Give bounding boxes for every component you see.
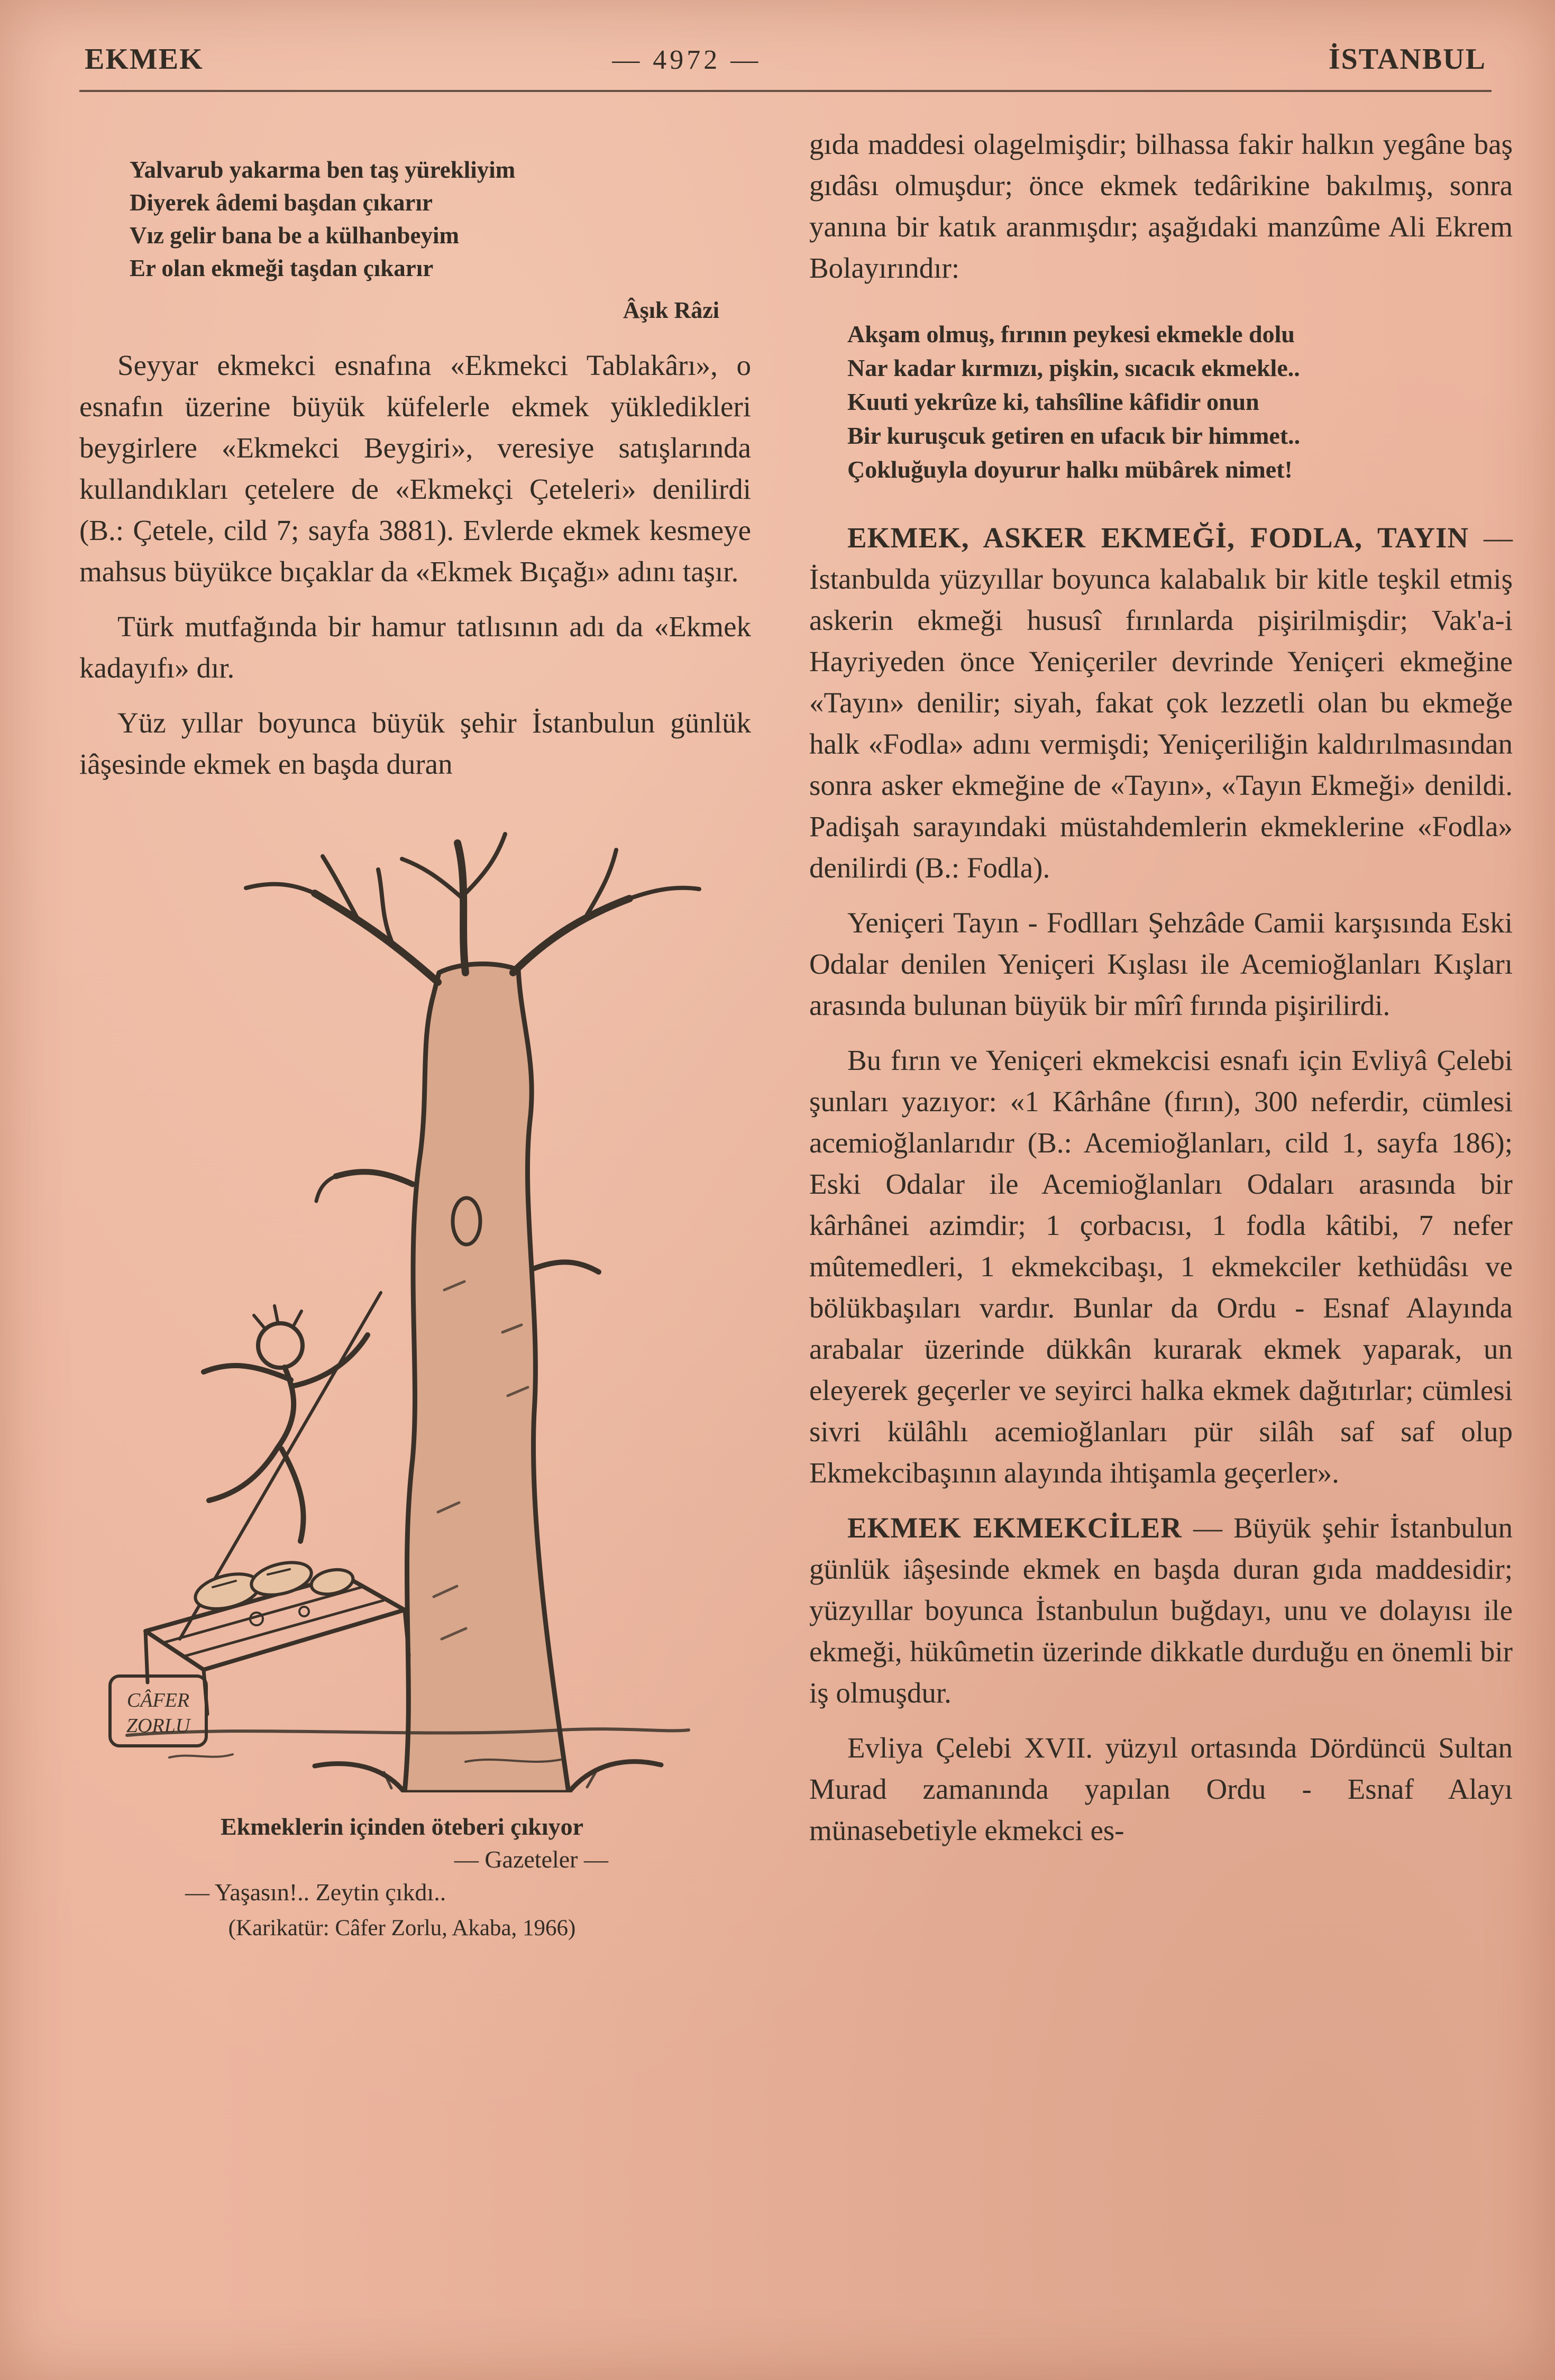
left-column xyxy=(79,124,751,1945)
header-volume-title: İSTANBUL xyxy=(1328,43,1486,76)
tree-trunk xyxy=(315,964,661,1792)
caption-credit: (Karikatür: Câfer Zorlu, Akaba, 1966) xyxy=(228,1916,576,1940)
paragraph: Seyyar ekmekci esnafına «Ekmekci Tablakârı», o esnafın üzerine büyük küfelerle ekmek yükledikleri beygirlere «Ekmekci Beygiri», veresiye satışlarında kullandıkları çetelere de «Ekmekçi Çeteleri» denilirdi (B.: Çetele, cild 7; sayfa 3881). Evlerde ekmek kesmeye mahsus büyükce bıçaklar da «Ekmek Bıçağı» adını taşır. xyxy=(79,349,751,588)
entry-heading: EKMEK EKMEKCİLER xyxy=(847,1512,1182,1544)
caption-line: — Gazeteler — xyxy=(454,1846,608,1873)
artist-signature xyxy=(110,1676,206,1746)
paragraph: Evliya Çelebi XVII. yüzyıl ortasında Dördüncü Sultan Murad zamanında yapılan Ordu - Esnaf Alayı münasebetiyle ekmekci es- xyxy=(809,1732,1513,1846)
paragraph: Yüz yıllar boyunca büyük şehir İstanbulun günlük iâşesinde ekmek en başda duran xyxy=(79,707,751,780)
caption-title: Ekmeklerin içinden öteberi çıkıyor xyxy=(220,1813,584,1840)
two-column-body xyxy=(79,124,1513,1945)
poem-ali-ekrem xyxy=(847,317,1513,487)
poem-line: Yalvarub yakarma ben taş yürekliyim xyxy=(130,157,516,183)
right-column xyxy=(809,124,1513,1945)
entry-text: — Büyük şehir İstanbulun günlük iâşesinde ekmek en başda duran gıda maddesidir; yüzyıllar boyunca İstanbulun buğdayı, unu ve dolayısı ile ekmeği, hükûmetin üzerinde dikkatle durduğu en önemli bir iş olmuşdur. xyxy=(809,1512,1513,1709)
header-entry-title: EKMEK xyxy=(85,43,204,76)
header-page-number: — 4972 — xyxy=(612,45,762,75)
entry-text: — İstanbulda yüzyıllar boyunca kalabalık bir kitle teşkil etmiş askerin ekmeği hususî fırınlarda pişirilmişdir; Vak'a-i Hayriyeden önce Yeniçeriler devrinde Yeniçeri ekmeğine «Tayın» denilir; siyah, fakat çok lezzetli olan bu ekmeğe halk «Fodla» adını vermişdi; Yeniçeriliğin kaldırılmasından sonra asker ekmeğine de «Tayın», «Tayın Ekmeği» denildi. Padişah sarayındaki müstahdemlerin ekmeklerine «Fodla» denilirdi (B.: Fodla). xyxy=(809,521,1513,884)
figure-caption xyxy=(95,1810,709,1945)
poem-line: Vız gelir bana be a külhanbeyim xyxy=(130,222,460,249)
poem-line: Akşam olmuş, fırının peykesi ekmekle dolu xyxy=(847,321,1295,347)
poem-line: Bir kuruşcuk getiren en ufacık bir himmet.. xyxy=(847,422,1301,449)
paragraph: Bu fırın ve Yeniçeri ekmekcisi esnafı için Evliyâ Çelebi şunları yazıyor: «1 Kârhâne (fırın), 300 neferdir, cümlesi acemioğlanlarıdır (B.: Acemioğlanları, cild 1, sayfa 186); Eski Odalar ile Acemioğlanları Odaları arasında bir kârhânei azimdir; 1 çorbacısı, 1 fodla kâtibi, 7 nefer mûtemedleri, 1 ekmekcibaşı, 1 ekmekciler kethüdâsı ve bölükbaşıları vardır. Bunlar da Ordu - Esnaf Alayında arabalar üzerinde dükkân kurarak ekmek yaparak, un eleyerek geçerler ve seyirci halka ekmek dağıtırlar; cümlesi sivri külâhlı acemioğlanları pür silâh saf saf olup Ekmekcibaşının alayında ihtişamla geçerler». xyxy=(809,1044,1513,1489)
poem-line: Kuuti yekrûze ki, tahsîline kâfidir onun xyxy=(847,388,1259,415)
signature-line-1: CÂFER xyxy=(126,1689,190,1711)
poem-line: Nar kadar kırmızı, pişkin, sıcacık ekmekle.. xyxy=(847,354,1300,381)
poem-line: Çokluğuyla doyurur halkı mübârek nimet! xyxy=(847,456,1293,483)
caption-line: — Yaşasın!.. Zeytin çıkdı.. xyxy=(185,1879,446,1906)
poem-line: Er olan ekmeği taşdan çıkarır xyxy=(130,255,434,281)
paragraph: Türk mutfağında bir hamur tatlısının adı da «Ekmek kadayıfı» dır. xyxy=(79,610,751,684)
poem-attribution: Âşık Râzi xyxy=(623,297,719,323)
entry-heading: EKMEK, ASKER EKMEĞİ, FODLA, TAYIN xyxy=(847,521,1469,554)
poem-asik-razi xyxy=(130,153,751,327)
header-divider xyxy=(79,90,1492,92)
entry-ekmekciler xyxy=(809,1507,1513,1714)
poem-line: Diyerek âdemi başdan çıkarır xyxy=(130,189,433,216)
paragraph: Yeniçeri Tayın - Fodlları Şehzâde Camii karşısında Eski Odalar denilen Yeniçeri Kışlası ile Acemioğlanları Kışları arasında bulunan büyük bir mîrî fırında pişirilirdi. xyxy=(809,907,1513,1021)
signature-line-2: ZORLU xyxy=(126,1715,190,1737)
bread-tree-illustration xyxy=(95,814,709,1792)
paragraph: gıda maddesi olagelmişdir; bilhassa fakir halkın yegâne baş gıdâsı olmuşdur; önce ekmek tedârikine bakılmış, sonra yanına bir katık aranmışdır; aşağıdaki manzûme Ali Ekrem Bolayırındır: xyxy=(809,128,1513,284)
caricature-figure xyxy=(95,814,709,1945)
page-header xyxy=(79,37,1492,76)
entry-asker-ekmegi xyxy=(809,517,1513,889)
